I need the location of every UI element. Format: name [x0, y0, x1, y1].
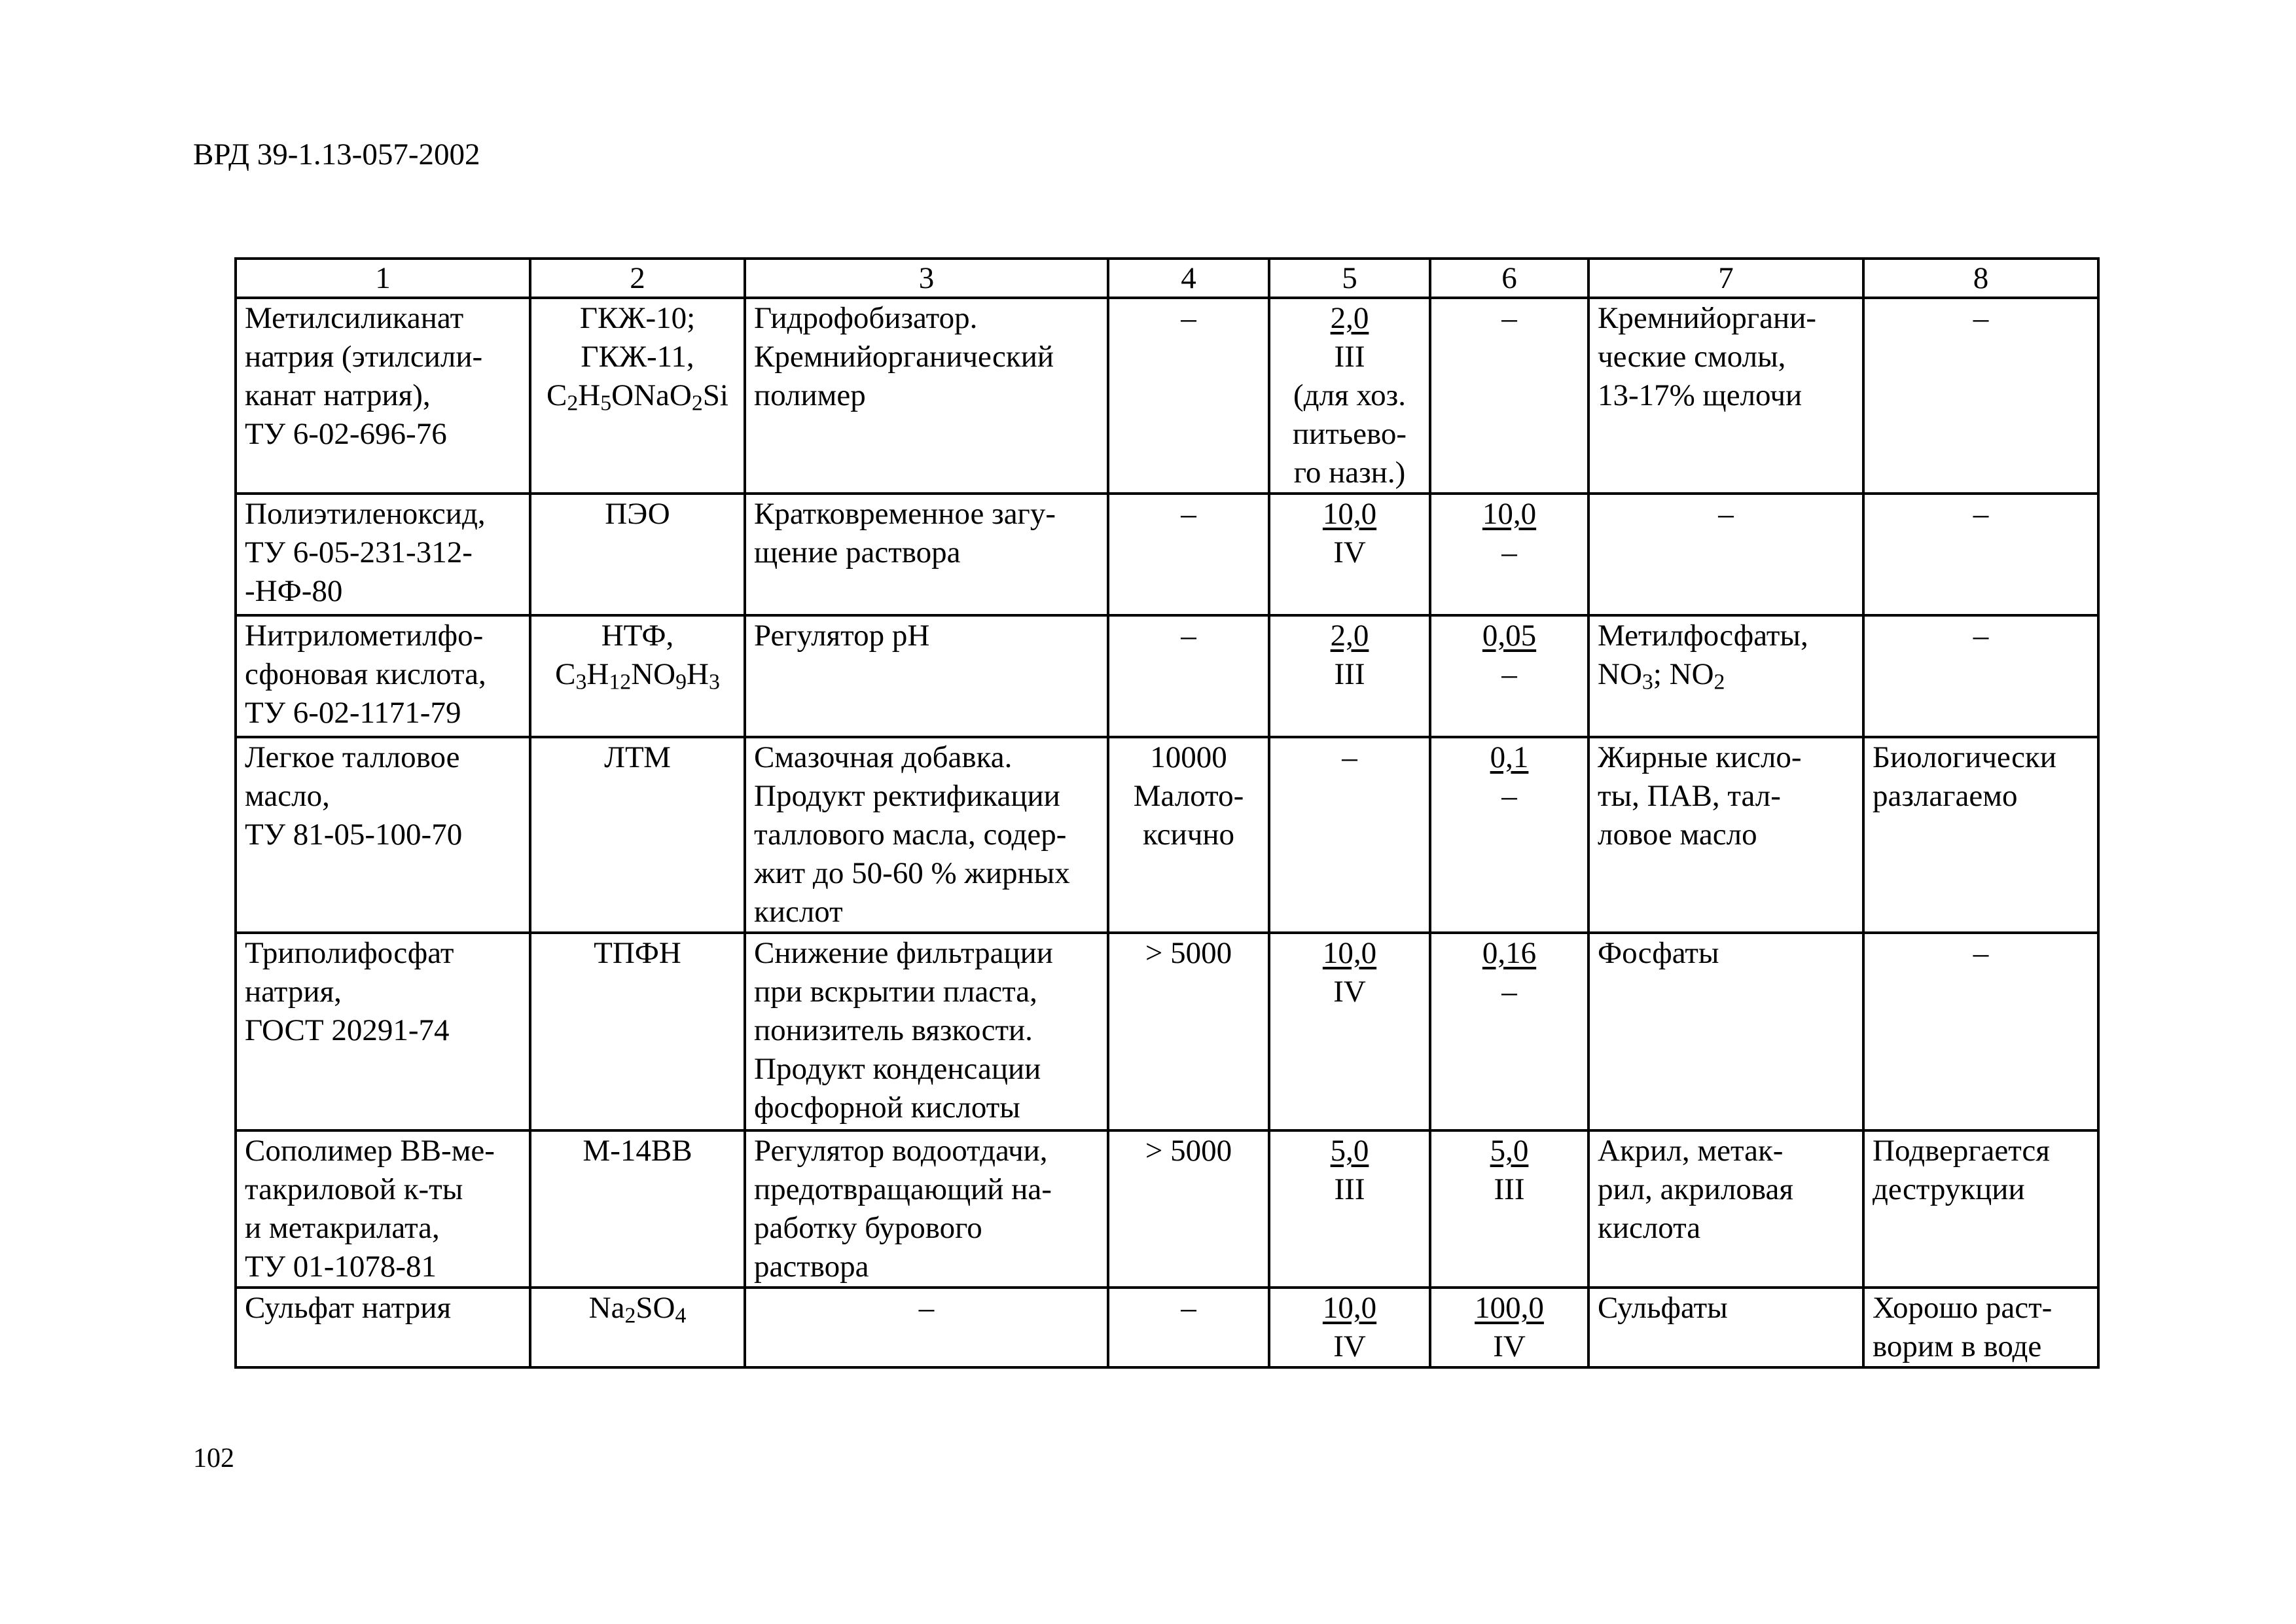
purpose-cell	[745, 494, 1108, 615]
column-5-line: IV	[1333, 535, 1366, 569]
column-7-cell	[1588, 933, 1863, 1130]
column-7-line: рил, акриловая	[1598, 1172, 1793, 1206]
substance-name-cell	[236, 737, 530, 933]
column-5-value: 10,0	[1322, 936, 1377, 970]
purpose-line: понизитель вязкости.	[754, 1013, 1033, 1047]
purpose-line: Смазочная добавка.	[754, 740, 1013, 774]
column-6-cell	[1430, 737, 1588, 933]
designation-line: М-14ВВ	[583, 1134, 692, 1168]
column-7-cell	[1588, 615, 1863, 737]
designation-line: ПЭО	[605, 497, 670, 531]
column-5-line: III	[1334, 340, 1365, 374]
substance-name-line: Нитрилометилфо-	[245, 619, 484, 653]
column-5-line: IV	[1333, 1329, 1366, 1363]
column-4-value: –	[1181, 1291, 1196, 1325]
purpose-line: таллового масла, содер-	[754, 818, 1067, 852]
purpose-cell	[745, 1288, 1108, 1367]
column-7-formula: $NO_3$; $NO_2$	[1598, 657, 1725, 695]
column-6-line: –	[1501, 301, 1517, 335]
column-6-value: 10,0	[1482, 497, 1537, 531]
column-number-8: 8	[1863, 259, 2098, 298]
chemical-formula: $Na_2SO_4$	[588, 1291, 687, 1328]
column-6-line: –	[1501, 657, 1517, 691]
column-6-value: 0,1	[1490, 740, 1529, 774]
column-6-cell	[1430, 615, 1588, 737]
column-8-cell	[1863, 1288, 2098, 1367]
purpose-line: Гидрофобизатор.	[754, 301, 978, 335]
substance-name-line: Триполифосфат	[245, 936, 454, 970]
column-7-line: Акрил, метак-	[1598, 1134, 1784, 1168]
column-6-cell	[1430, 494, 1588, 615]
table-header-row	[236, 259, 2098, 298]
column-8-cell	[1863, 737, 2098, 933]
column-4-value: 10000	[1150, 740, 1227, 774]
designation-line: ЛТМ	[604, 740, 671, 774]
purpose-line: работку бурового	[754, 1211, 982, 1245]
column-5-cell	[1269, 933, 1430, 1130]
purpose-cell	[745, 933, 1108, 1130]
purpose-line: кислот	[754, 895, 843, 929]
column-5-line: –	[1342, 740, 1357, 774]
column-8-cell	[1863, 615, 2098, 737]
column-6-value: 0,16	[1482, 936, 1537, 970]
designation-line: ТПФН	[594, 936, 681, 970]
table-row	[236, 933, 2098, 1130]
column-number-2: 2	[530, 259, 745, 298]
column-6-cell	[1430, 1130, 1588, 1288]
column-number-1: 1	[236, 259, 530, 298]
purpose-line: Продукт конденсации	[754, 1052, 1041, 1086]
column-6-cell	[1430, 298, 1588, 494]
substance-name-line: Сополимер ВВ-ме-	[245, 1134, 495, 1168]
column-7-cell	[1588, 1130, 1863, 1288]
purpose-line: Кремнийорганический	[754, 340, 1054, 374]
column-6-value: 0,05	[1482, 619, 1537, 653]
substance-name-cell	[236, 1130, 530, 1288]
column-4-value: –	[1181, 301, 1196, 335]
column-7-line: Жирные кисло-	[1598, 740, 1802, 774]
column-4-line: Малото-	[1133, 779, 1244, 813]
column-5-line: III	[1334, 657, 1365, 691]
column-7-line: кислота	[1598, 1211, 1701, 1245]
column-8-line: Хорошо раст-	[1873, 1291, 2053, 1325]
column-5-value: 2,0	[1330, 301, 1369, 335]
designation-cell	[530, 737, 745, 933]
column-5-line: IV	[1333, 975, 1366, 1009]
purpose-cell	[745, 1130, 1108, 1288]
column-8-line: деструкции	[1873, 1172, 2025, 1206]
column-8-cell	[1863, 298, 2098, 494]
designation-cell	[530, 298, 745, 494]
purpose-line: Кратковременное загу-	[754, 497, 1056, 531]
column-6-cell	[1430, 1288, 1588, 1367]
substance-name-line: масло,	[245, 779, 330, 813]
substance-name-cell	[236, 494, 530, 615]
substance-name-line: Сульфат натрия	[245, 1291, 452, 1325]
table-row	[236, 1288, 2098, 1367]
table-row	[236, 298, 2098, 494]
column-5-value: 2,0	[1330, 619, 1369, 653]
column-7-cell	[1588, 737, 1863, 933]
column-4-value: > 5000	[1145, 936, 1232, 970]
designation-line: ГКЖ-10;	[579, 301, 696, 335]
substance-name-line: ТУ 81-05-100-70	[245, 818, 463, 852]
substance-name-line: Полиэтиленоксид,	[245, 497, 486, 531]
column-5-cell	[1269, 298, 1430, 494]
column-6-line: IV	[1493, 1329, 1526, 1363]
column-8-cell	[1863, 1130, 2098, 1288]
column-5-cell	[1269, 1130, 1430, 1288]
table-row	[236, 1130, 2098, 1288]
column-4-cell	[1108, 298, 1269, 494]
purpose-line: раствора	[754, 1250, 869, 1284]
substance-name-cell	[236, 615, 530, 737]
column-5-cell	[1269, 1288, 1430, 1367]
column-4-cell	[1108, 933, 1269, 1130]
substance-name-line: и метакрилата,	[245, 1211, 440, 1245]
column-4-cell	[1108, 1288, 1269, 1367]
substance-name-line: Легкое талловое	[245, 740, 460, 774]
page-number: 102	[193, 1443, 234, 1473]
purpose-line: Продукт ректификации	[754, 779, 1060, 813]
column-number-7: 7	[1588, 259, 1863, 298]
column-5-line: III	[1334, 1172, 1365, 1206]
column-5-cell	[1269, 737, 1430, 933]
column-8-line: –	[1973, 301, 1989, 335]
purpose-line: Регулятор рН	[754, 619, 930, 653]
column-6-value: 5,0	[1490, 1134, 1529, 1168]
substance-name-line: ТУ 6-02-1171-79	[245, 696, 461, 730]
column-5-value: 10,0	[1322, 1291, 1377, 1325]
purpose-line: полимер	[754, 378, 866, 412]
column-7-line: Сульфаты	[1598, 1291, 1728, 1325]
column-8-line: Биологически	[1873, 740, 2056, 774]
document-code: ВРД 39-1.13-057-2002	[193, 137, 480, 171]
purpose-line: –	[918, 1291, 935, 1325]
column-8-line: –	[1973, 936, 1989, 970]
substance-name-line: сфоновая кислота,	[245, 657, 486, 691]
column-5-value: 5,0	[1330, 1134, 1369, 1168]
purpose-line: предотвращающий на-	[754, 1172, 1052, 1206]
substance-name-line: ГОСТ 20291-74	[245, 1013, 450, 1047]
designation-line: ГКЖ-11,	[581, 340, 694, 374]
purpose-line: жит до 50-60 % жирных	[754, 856, 1070, 890]
substance-name-cell	[236, 1288, 530, 1367]
column-8-line: разлагаемо	[1873, 779, 2018, 813]
column-7-cell	[1588, 494, 1863, 615]
column-6-line: –	[1501, 779, 1517, 813]
column-4-line: ксично	[1143, 818, 1234, 852]
purpose-line: Регулятор водоотдачи,	[754, 1134, 1048, 1168]
substance-name-line: канат натрия),	[245, 378, 431, 412]
column-4-value: –	[1181, 497, 1196, 531]
column-5-line: питьево-	[1292, 417, 1407, 451]
column-7-line: –	[1718, 497, 1734, 531]
column-4-value: > 5000	[1145, 1134, 1232, 1168]
column-7-line: ческие смолы,	[1598, 340, 1786, 374]
column-7-cell	[1588, 1288, 1863, 1367]
table-row	[236, 615, 2098, 737]
designation-cell	[530, 494, 745, 615]
column-6-cell	[1430, 933, 1588, 1130]
column-number-6: 6	[1430, 259, 1588, 298]
column-4-value: –	[1181, 619, 1196, 653]
designation-line: НТФ,	[601, 619, 674, 653]
designation-cell	[530, 615, 745, 737]
column-5-cell	[1269, 494, 1430, 615]
column-number-4: 4	[1108, 259, 1269, 298]
column-8-line: ворим в воде	[1873, 1329, 2042, 1363]
column-6-line: III	[1494, 1172, 1525, 1206]
purpose-line: Снижение фильтрации	[754, 936, 1053, 970]
column-8-line: –	[1973, 619, 1989, 653]
substance-name-cell	[236, 298, 530, 494]
substance-name-line: ТУ 6-05-231-312-	[245, 535, 473, 569]
substance-name-cell	[236, 933, 530, 1130]
purpose-line: фосфорной кислоты	[754, 1091, 1020, 1125]
substance-name-line: натрия (этилсили-	[245, 340, 483, 374]
substance-name-line: ТУ 6-02-696-76	[245, 417, 447, 451]
column-4-cell	[1108, 615, 1269, 737]
substance-name-line: такриловой к-ты	[245, 1172, 463, 1206]
column-6-line: –	[1501, 535, 1517, 569]
column-5-cell	[1269, 615, 1430, 737]
column-6-value: 100,0	[1475, 1291, 1544, 1325]
column-6-line: –	[1501, 975, 1517, 1009]
table-row	[236, 494, 2098, 615]
column-8-cell	[1863, 494, 2098, 615]
substances-table	[234, 257, 2100, 1369]
designation-cell	[530, 1288, 745, 1367]
column-7-line: 13-17% щелочи	[1598, 378, 1803, 412]
column-7-line: Кремнийоргани-	[1598, 301, 1817, 335]
purpose-line: щение раствора	[754, 535, 961, 569]
column-8-line: –	[1973, 497, 1989, 531]
column-7-line: ловое масло	[1598, 818, 1757, 852]
column-number-3: 3	[745, 259, 1108, 298]
designation-cell	[530, 933, 745, 1130]
column-4-cell	[1108, 494, 1269, 615]
column-5-line: (для хоз.	[1293, 378, 1406, 412]
column-4-cell	[1108, 1130, 1269, 1288]
substance-name-line: Метилсиликанат	[245, 301, 464, 335]
column-5-line: го назн.)	[1293, 456, 1406, 490]
column-4-cell	[1108, 737, 1269, 933]
column-7-cell	[1588, 298, 1863, 494]
purpose-line: при вскрытии пласта,	[754, 975, 1037, 1009]
column-8-line: Подвергается	[1873, 1134, 2050, 1168]
purpose-cell	[745, 737, 1108, 933]
designation-cell	[530, 1130, 745, 1288]
column-7-line: Метилфосфаты,	[1598, 619, 1808, 653]
substance-name-line: ТУ 01-1078-81	[245, 1250, 437, 1284]
column-5-value: 10,0	[1322, 497, 1377, 531]
chemical-formula: $C_3H_{12}NO_9H_3$	[555, 657, 720, 695]
table-row	[236, 737, 2098, 933]
column-7-line: Фосфаты	[1598, 936, 1719, 970]
substance-name-line: -НФ-80	[245, 574, 343, 608]
purpose-cell	[745, 615, 1108, 737]
column-8-cell	[1863, 933, 2098, 1130]
chemical-formula: $C_2H_5ONaO_2Si$	[547, 378, 728, 416]
purpose-cell	[745, 298, 1108, 494]
column-7-line: ты, ПАВ, тал-	[1598, 779, 1781, 813]
substance-name-line: натрия,	[245, 975, 342, 1009]
column-number-5: 5	[1269, 259, 1430, 298]
